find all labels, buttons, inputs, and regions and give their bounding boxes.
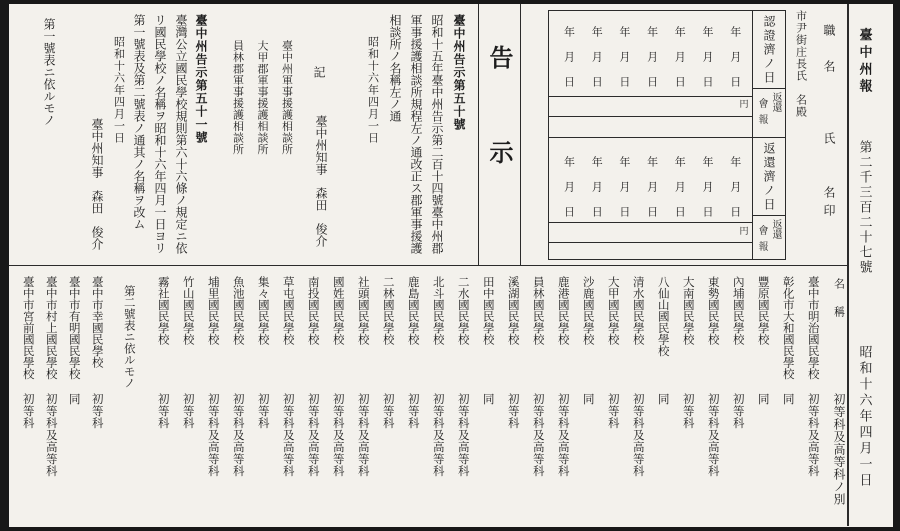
table-header-name: 名 稱: [832, 278, 846, 320]
gazette-title: 臺中州報: [856, 28, 872, 96]
form-date-cell: 年 月 日: [590, 26, 604, 89]
form-date-cell: 年 月 日: [562, 26, 576, 89]
school-grade-type: 初等科及高等科: [44, 393, 59, 477]
notice-list-item: 大甲郡軍事援護相談所: [256, 40, 269, 155]
school-name: 大甲國民學校: [606, 276, 621, 345]
school-grade-type: 同: [656, 393, 671, 405]
notice-signature: 臺中州知事 森田 俊介: [314, 115, 328, 247]
form-sub-label-return: 返還: [770, 219, 781, 239]
school-grade-type: 初等科: [606, 393, 621, 429]
school-name: 臺中市宮前國民學校: [21, 276, 36, 380]
school-name: 南投國民學校: [306, 276, 321, 345]
school-name: 臺中市明治國民學校: [806, 276, 821, 380]
notice-body-line: 第一號表及第二號表ノ通其ノ名稱ヲ改ム: [132, 14, 146, 230]
notice-body-line: 軍事援護相談所規程左ノ通改正ス郡軍事援護: [409, 14, 423, 254]
school-name: 臺中市有明國民學校: [67, 276, 82, 380]
notice-body-line: 相談所ノ名稱左ノ通: [388, 14, 402, 122]
form-sub-label-report: 會報: [756, 225, 767, 257]
form-addressee-line: 市尹街庄長氏 名殿: [794, 10, 808, 118]
school-name: 沙鹿國民學校: [581, 276, 596, 345]
form-yen-mark: 円: [737, 226, 748, 235]
school-grade-type: 初等科: [381, 393, 396, 429]
school-name: 霧社國民學校: [156, 276, 171, 345]
school-name: 田中國民學校: [481, 276, 496, 345]
gazette-issue-number: 第二千三百二十七號: [856, 140, 872, 275]
table2-caption: 第二號表ニ依ルモノ: [122, 285, 137, 389]
form-date-cell: 年 月 日: [701, 156, 714, 219]
school-name: 竹山國民學校: [181, 276, 196, 345]
school-grade-type: 同: [67, 393, 82, 405]
school-name: 北斗國民學校: [431, 276, 446, 345]
school-grade-type: 初等科: [406, 393, 421, 429]
school-grade-type: 初等科: [181, 393, 196, 429]
school-grade-type: 初等科及高等科: [806, 393, 821, 477]
form-date-cell: 年 月 日: [673, 26, 687, 89]
school-name: 豐原國民學校: [756, 276, 771, 345]
form-date-cell: 年 月 日: [701, 26, 714, 89]
school-name: 八仙山國民學校: [656, 276, 671, 357]
school-name: 二林國民學校: [381, 276, 396, 345]
notice-ki-mark: 記: [312, 66, 326, 78]
school-grade-type: 初等科: [21, 393, 36, 429]
notice-list-item: 員林郡軍事援護相談所: [231, 40, 245, 155]
form-date-cell: 年 月 日: [562, 156, 576, 219]
form-block-label: 認證濟ノ日: [762, 15, 776, 85]
school-grade-type: 同: [581, 393, 596, 405]
school-grade-type: 初等科: [681, 393, 696, 429]
school-name: 埔里國民學校: [206, 276, 221, 345]
school-grade-type: 同: [756, 393, 771, 405]
form-date-cell: 年 月 日: [617, 26, 631, 89]
form-block-label: 返還濟ノ日: [762, 142, 776, 212]
school-grade-type: 初等科: [506, 393, 521, 429]
table1-caption: 第一號表ニ依ルモノ: [42, 18, 56, 126]
notice-date: 昭和十六年四月一日: [112, 36, 126, 144]
school-name: 臺中市幸國民學校: [90, 276, 105, 368]
form-date-cell: 年 月 日: [728, 156, 742, 219]
school-name: 國姓國民學校: [331, 276, 346, 345]
form-sub-label-return: 返還: [770, 92, 781, 112]
school-name: 東勢國民學校: [706, 276, 721, 345]
school-name: 臺中市村上國民學校: [44, 276, 59, 380]
form-date-cell: 年 月 日: [645, 26, 659, 89]
school-grade-type: 初等科: [731, 393, 746, 429]
form-date-cell: 年 月 日: [645, 156, 659, 219]
form-date-cell: 年 月 日: [617, 156, 631, 219]
school-grade-type: 初等科及高等科: [306, 393, 321, 477]
school-name: 員林國民學校: [531, 276, 546, 345]
school-grade-type: 初等科及高等科: [531, 393, 546, 477]
gazette-date: 昭和十六年四月一日: [856, 345, 872, 489]
school-name: 內埔國民學校: [731, 276, 746, 345]
notice-heading: 臺中州告示第五十號: [452, 14, 466, 131]
school-name: 彰化市大和國民學校: [781, 276, 796, 380]
school-name: 大南國民學校: [681, 276, 696, 345]
school-grade-type: 初等科及高等科: [631, 393, 646, 477]
school-name: 溪湖國民學校: [506, 276, 521, 345]
form-sub-label-report: 會報: [756, 98, 767, 130]
school-grade-type: 初等科及高等科: [556, 393, 571, 477]
school-grade-type: 初等科及高等科: [431, 393, 446, 477]
school-grade-type: 同: [781, 393, 796, 405]
school-grade-type: 初等科: [156, 393, 171, 429]
notice-signature: 臺中州知事 森田 俊介: [90, 118, 104, 250]
school-name: 魚池國民學校: [231, 276, 246, 345]
school-grade-type: 初等科及高等科: [456, 393, 471, 477]
notice-body-line: リ國民學校ノ名稱ヲ昭和十六年四月一日ヨリ: [153, 14, 167, 254]
school-grade-type: 初等科: [90, 393, 105, 429]
form-date-cell: 年 月 日: [590, 156, 604, 219]
notice-date: 昭和十六年四月一日: [366, 36, 380, 144]
school-name: 集々國民學校: [256, 276, 271, 345]
school-grade-type: 初等科: [256, 393, 271, 429]
school-grade-type: 初等科及高等科: [281, 393, 296, 477]
school-grade-type: 初等科及高等科: [706, 393, 721, 477]
table-header-kind: 初等科及高等科ノ別: [832, 393, 846, 506]
notice-body-line: 昭和十五年臺中州告示第二百十四號臺中州郡: [430, 14, 444, 254]
form-signer-line: 職 名 氏 名印: [822, 24, 836, 222]
notice-body-line: 臺灣公立國民學校規則第六十六條ノ規定ニ依: [174, 14, 188, 254]
school-name: 清水國民學校: [631, 276, 646, 345]
school-name: 鹿港國民學校: [556, 276, 571, 345]
form-date-cell: 年 月 日: [673, 156, 687, 219]
section-title: 告示: [485, 45, 514, 235]
notice-list-item: 臺中州軍事援護相談所: [280, 40, 294, 155]
school-grade-type: 初等科及高等科: [231, 393, 246, 477]
school-name: 社頭國民學校: [356, 276, 371, 345]
notice-heading: 臺中州告示第五十一號: [194, 14, 208, 144]
school-grade-type: 同: [481, 393, 496, 405]
form-yen-mark: 円: [737, 99, 748, 108]
school-name: 鹿島國民學校: [406, 276, 421, 345]
school-grade-type: 初等科及高等科: [331, 393, 346, 477]
school-name: 二水國民學校: [456, 276, 471, 345]
form-date-cell: 年 月 日: [728, 26, 742, 89]
school-grade-type: 初等科及高等科: [356, 393, 371, 477]
school-grade-type: 初等科及高等科: [206, 393, 221, 477]
school-name: 草屯國民學校: [281, 276, 296, 345]
